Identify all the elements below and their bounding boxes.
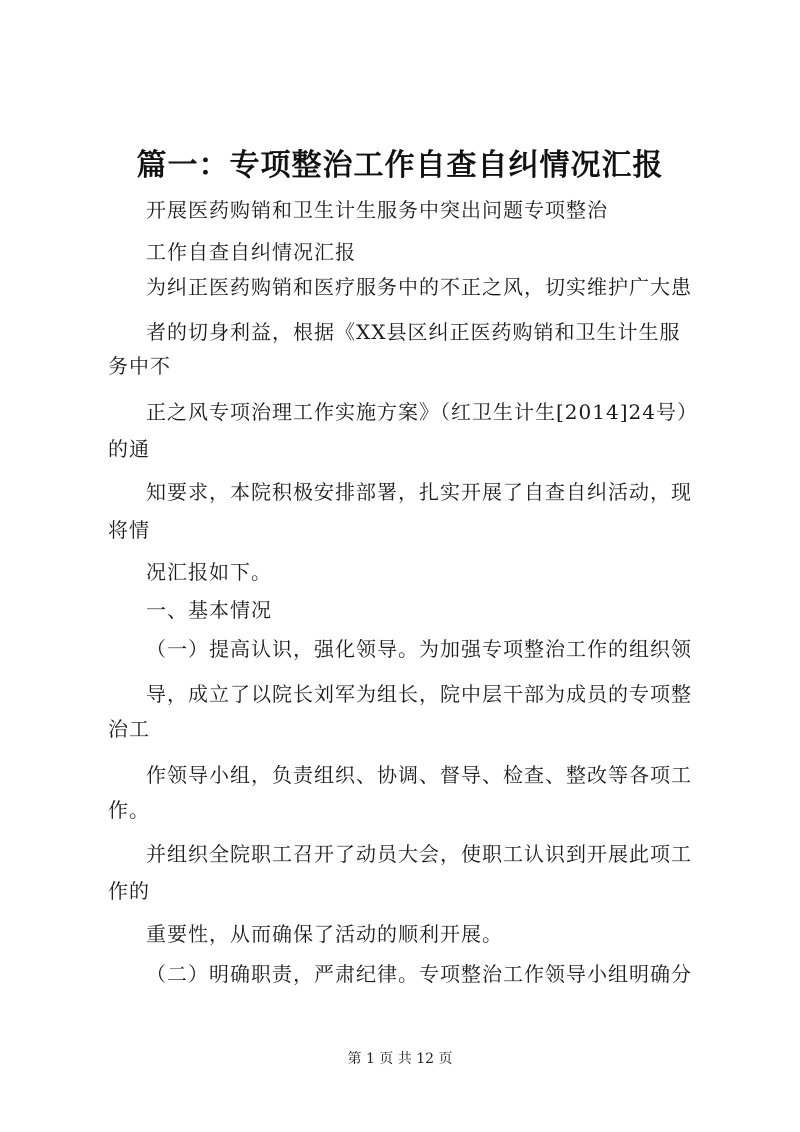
body-line: 导，成立了以院长刘军为组长，院中层干部为成员的专项整 — [146, 682, 692, 706]
section-heading: 一、基本情况 — [146, 598, 272, 622]
body-line: 并组织全院职工召开了动员大会，使职工认识到开展此项工 — [146, 842, 692, 866]
body-line: 知要求，本院积极安排部署，扎实开展了自查自纠活动，现 — [146, 480, 692, 504]
body-line: 重要性，从而确保了活动的顺利开展。 — [146, 922, 503, 946]
body-line: 况汇报如下。 — [146, 560, 272, 584]
body-line: （二）明确职责，严肃纪律。专项整治工作领导小组明确分 — [146, 962, 692, 986]
page-footer: 第 1 页 共 12 页 — [347, 1051, 453, 1067]
body-line: 作。 — [108, 798, 150, 822]
body-line: （一）提高认识，强化领导。为加强专项整治工作的组织领 — [146, 637, 692, 661]
body-line: 将情 — [108, 518, 150, 542]
body-line: 工作自查自纠情况汇报 — [146, 240, 356, 264]
body-line: 者的切身利益，根据《XX县区纠正医药购销和卫生计生服 — [146, 320, 681, 344]
body-line: 作领导小组，负责组织、协调、督导、检查、整改等各项工 — [146, 763, 692, 787]
body-line: 治工 — [108, 717, 150, 741]
body-line: 开展医药购销和卫生计生服务中突出问题专项整治 — [146, 198, 608, 222]
body-line: 正之风专项治理工作实施方案》（红卫生计生[2014]24号） — [146, 400, 698, 424]
body-line: 的通 — [108, 437, 150, 461]
body-line: 为纠正医药购销和医疗服务中的不正之风，切实维护广大患 — [146, 275, 692, 299]
body-line: 务中不 — [108, 354, 171, 378]
document-title: 篇一：专项整治工作自查自纠情况汇报 — [136, 148, 664, 183]
body-line: 作的 — [108, 879, 150, 903]
